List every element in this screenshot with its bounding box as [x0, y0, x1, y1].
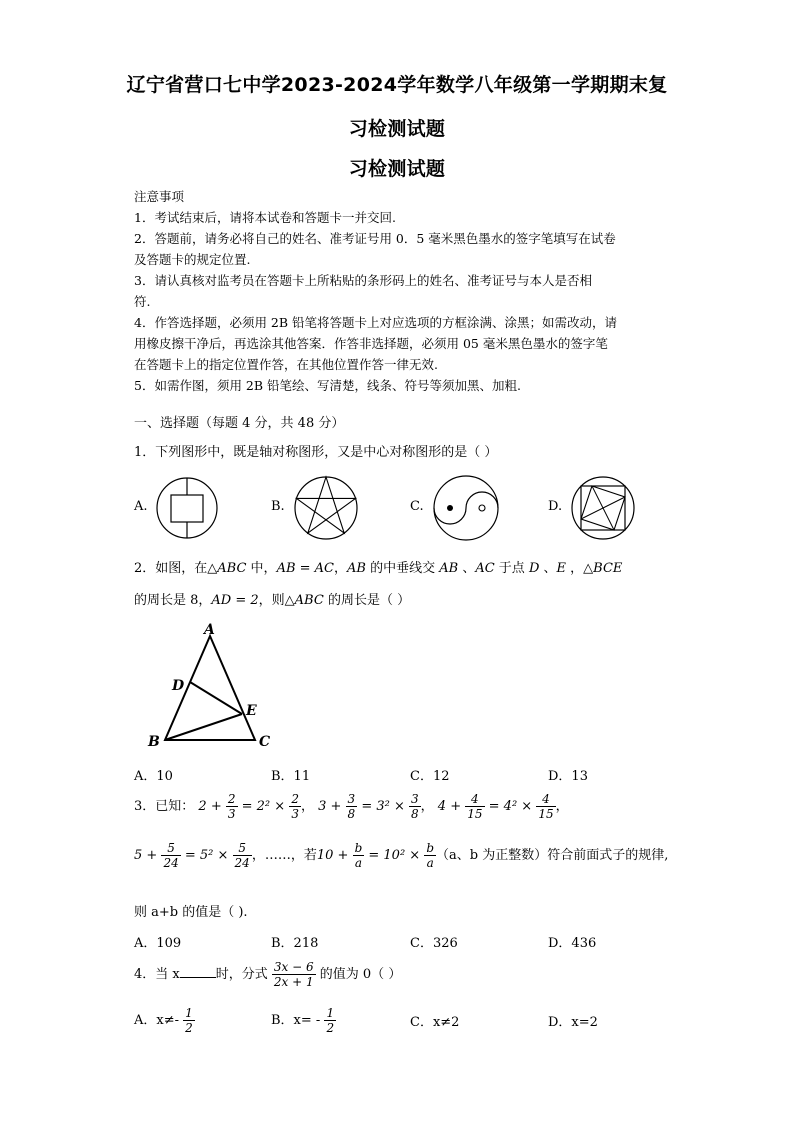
note-line: 在答题卡上的指定位置作答，在其他位置作答一律无效. — [134, 357, 438, 372]
numerator: 2 — [291, 792, 299, 806]
question-1-stem: 1．下列图形中，既是轴对称图形，又是中心对称图形的是（ ） — [134, 445, 498, 460]
q2-text: 、 — [458, 561, 476, 576]
q4-option-b[interactable] — [271, 1006, 336, 1035]
q2-text: 中， — [246, 561, 277, 576]
fraction — [289, 792, 301, 821]
fraction — [465, 792, 484, 821]
q4-option-a[interactable] — [134, 1006, 195, 1035]
q2-math: AC — [475, 561, 495, 576]
denominator: 15 — [538, 807, 554, 821]
exam-title-line2: 习检测试题 — [348, 118, 446, 140]
denominator: 2 — [185, 1021, 193, 1035]
question-4-stem — [134, 960, 401, 989]
q3-option-a[interactable]: A．109 — [134, 936, 182, 951]
q4-text: 4．当 x — [134, 967, 180, 982]
note-line: 5．如需作图，须用 2B 铅笔绘、写清楚，线条、符号等须加黑、加粗. — [134, 378, 522, 393]
denominator: 3 — [227, 807, 236, 821]
numerator: 1 — [326, 1006, 335, 1020]
notes-heading: 注意事项 — [134, 189, 185, 204]
q2-math: D — [528, 561, 540, 576]
fraction — [272, 960, 316, 989]
fraction — [346, 792, 358, 821]
q3-math: 2 + — [198, 799, 222, 814]
numerator: 4 — [465, 792, 484, 807]
q2-text: ， — [334, 561, 348, 576]
note-line: 用橡皮擦干净后，再选涂其他答案．作答非选择题，必须用 05 毫米黑色墨水的签字笔 — [134, 336, 608, 351]
note-line: 3．请认真核对监考员在答题卡上所粘贴的条形码上的姓名、准考证号与本人是否相 — [134, 273, 592, 288]
note-line: 符. — [134, 294, 151, 309]
note-line: 1．考试结束后，请将本试卷和答题卡一并交回. — [134, 210, 396, 225]
numerator: 4 — [536, 792, 555, 807]
denominator: 2 — [326, 1021, 335, 1035]
section-heading: 一、选择题（每题 4 分，共 48 分） — [134, 416, 345, 431]
q2-text: 于点 — [494, 561, 529, 576]
q2-text: ，则 — [258, 593, 285, 608]
question-2-line1 — [134, 557, 622, 576]
q2-text: 2．如图，在 — [134, 561, 208, 576]
q1-option-a-label[interactable]: A. — [134, 499, 148, 514]
denominator: 24 — [234, 856, 250, 870]
vertex-label-a: A — [204, 622, 215, 638]
denominator: 8 — [411, 807, 419, 821]
q1-figure-c-yin-yang — [432, 474, 500, 542]
option-text: B．x= - — [271, 1013, 321, 1028]
q1-option-c-label[interactable]: C. — [410, 499, 424, 514]
q2-math: △ABC — [284, 593, 324, 608]
answer-blank[interactable] — [180, 965, 216, 978]
q3-math: = 2² × — [241, 799, 286, 814]
q2-triangle-figure — [140, 616, 280, 752]
question-3-line2 — [134, 841, 668, 870]
q3-text: 3．已知： — [134, 799, 195, 814]
q2-math: △ABC — [207, 561, 247, 576]
q2-math: AB — [439, 561, 459, 576]
question-2-line2 — [134, 589, 410, 608]
q1-option-b-label[interactable]: B. — [271, 499, 285, 514]
question-3-line1: 3．已知： 2 + $\frac{2}{3}$ = 2² × $\frac{2}{3}$ ， 3 + $\frac{3}{8}$ = 3² × $\frac{3}{8}$ ， 4 + $\frac{4}{15}$ = 4² × $\frac{4}{15}$ ， — [134, 792, 569, 821]
q2-math: △BCE — [583, 561, 623, 576]
denominator: 15 — [467, 807, 483, 821]
q2-option-c[interactable]: C．12 — [410, 769, 450, 784]
note-line: 2．答题前，请务必将自己的姓名、准考证号用 0．5 毫米黑色墨水的签字笔填写在试卷 — [134, 231, 616, 246]
vertex-label-d: D — [172, 678, 185, 694]
denominator: 24 — [163, 856, 179, 870]
option-text: A．x≠- — [134, 1013, 180, 1028]
q2-option-d[interactable]: D．13 — [548, 769, 588, 784]
q1-figure-b-pentagram — [293, 475, 359, 541]
question-3-line3: 则 a+b 的值是（ ). — [134, 905, 248, 920]
q3-math: 5 + — [134, 848, 158, 863]
numerator: 5 — [233, 841, 252, 856]
q2-option-a[interactable]: A．10 — [134, 769, 173, 784]
note-line: 及答题卡的规定位置. — [134, 252, 251, 267]
fraction — [324, 1006, 336, 1035]
notes-block — [134, 186, 666, 396]
fraction — [536, 792, 555, 821]
denominator: a — [354, 856, 362, 870]
q2-text: 的中垂线交 — [365, 561, 440, 576]
vertex-label-b: B — [148, 734, 160, 750]
numerator: 3 — [411, 792, 419, 806]
q2-math: AB — [347, 561, 366, 576]
numerator: b — [426, 841, 435, 855]
numerator: b — [354, 841, 363, 855]
q3-option-c[interactable]: C．326 — [410, 936, 458, 951]
q3-math: = 10² × — [368, 848, 421, 863]
denominator: 8 — [347, 807, 356, 821]
vertex-label-c: C — [259, 734, 271, 750]
q1-figure-a-circle-square — [155, 476, 219, 540]
q4-text: 的值为 0（ ） — [319, 967, 402, 982]
q3-text: ，……，若 — [251, 848, 317, 863]
q4-option-c[interactable]: C．x≠2 — [410, 1015, 460, 1030]
exam-title-line1: 辽宁省营口七中学2023-2024学年数学八年级第一学期期末复 — [126, 74, 668, 96]
q4-option-d[interactable]: D．x=2 — [548, 1015, 598, 1030]
q3-math: 4 + — [437, 799, 462, 814]
q1-option-d-label[interactable]: D. — [548, 499, 563, 514]
numerator: 2 — [227, 792, 236, 806]
q3-math: = 4² × — [488, 799, 533, 814]
q2-math: AB = AC — [276, 561, 334, 576]
q2-text: 的周长是（ ） — [323, 593, 411, 608]
fraction — [353, 841, 365, 870]
q2-math: E — [556, 561, 567, 576]
vertex-label-e: E — [246, 703, 257, 719]
q2-text: ， — [566, 561, 584, 576]
q3-math: 10 + — [316, 848, 349, 863]
exam-title-line3: 习检测试题 — [348, 158, 446, 180]
fraction — [183, 1006, 195, 1035]
q4-text: 时，分式 — [215, 967, 268, 982]
denominator: 3 — [291, 807, 299, 821]
q3-math: = 3² × — [361, 799, 405, 814]
q3-text: （a、b 为正整数）符合前面式子的规律, — [436, 848, 669, 863]
fraction — [161, 841, 180, 870]
q3-option-d[interactable]: D．436 — [548, 936, 597, 951]
q3-option-b[interactable]: B．218 — [271, 936, 319, 951]
q2-text: 的周长是 8， — [134, 593, 212, 608]
q3-math: = 5² × — [184, 848, 229, 863]
note-line: 4．作答选择题，必须用 2B 铅笔将答题卡上对应选项的方框涂满、涂黑；如需改动，请 — [134, 315, 618, 330]
fraction — [226, 792, 238, 821]
fraction — [424, 841, 436, 870]
numerator: 3x − 6 — [273, 960, 314, 974]
numerator: 5 — [161, 841, 180, 856]
denominator: a — [426, 856, 434, 870]
denominator: 2x + 1 — [273, 975, 314, 989]
q1-figure-d-square-pattern — [570, 475, 636, 541]
numerator: 1 — [185, 1006, 193, 1020]
q2-option-b[interactable]: B．11 — [271, 769, 311, 784]
fraction — [409, 792, 421, 821]
numerator: 3 — [347, 792, 356, 806]
q3-math: 3 + — [318, 799, 342, 814]
fraction — [233, 841, 252, 870]
q2-text: 、 — [539, 561, 557, 576]
q2-math: AD = 2 — [211, 593, 259, 608]
